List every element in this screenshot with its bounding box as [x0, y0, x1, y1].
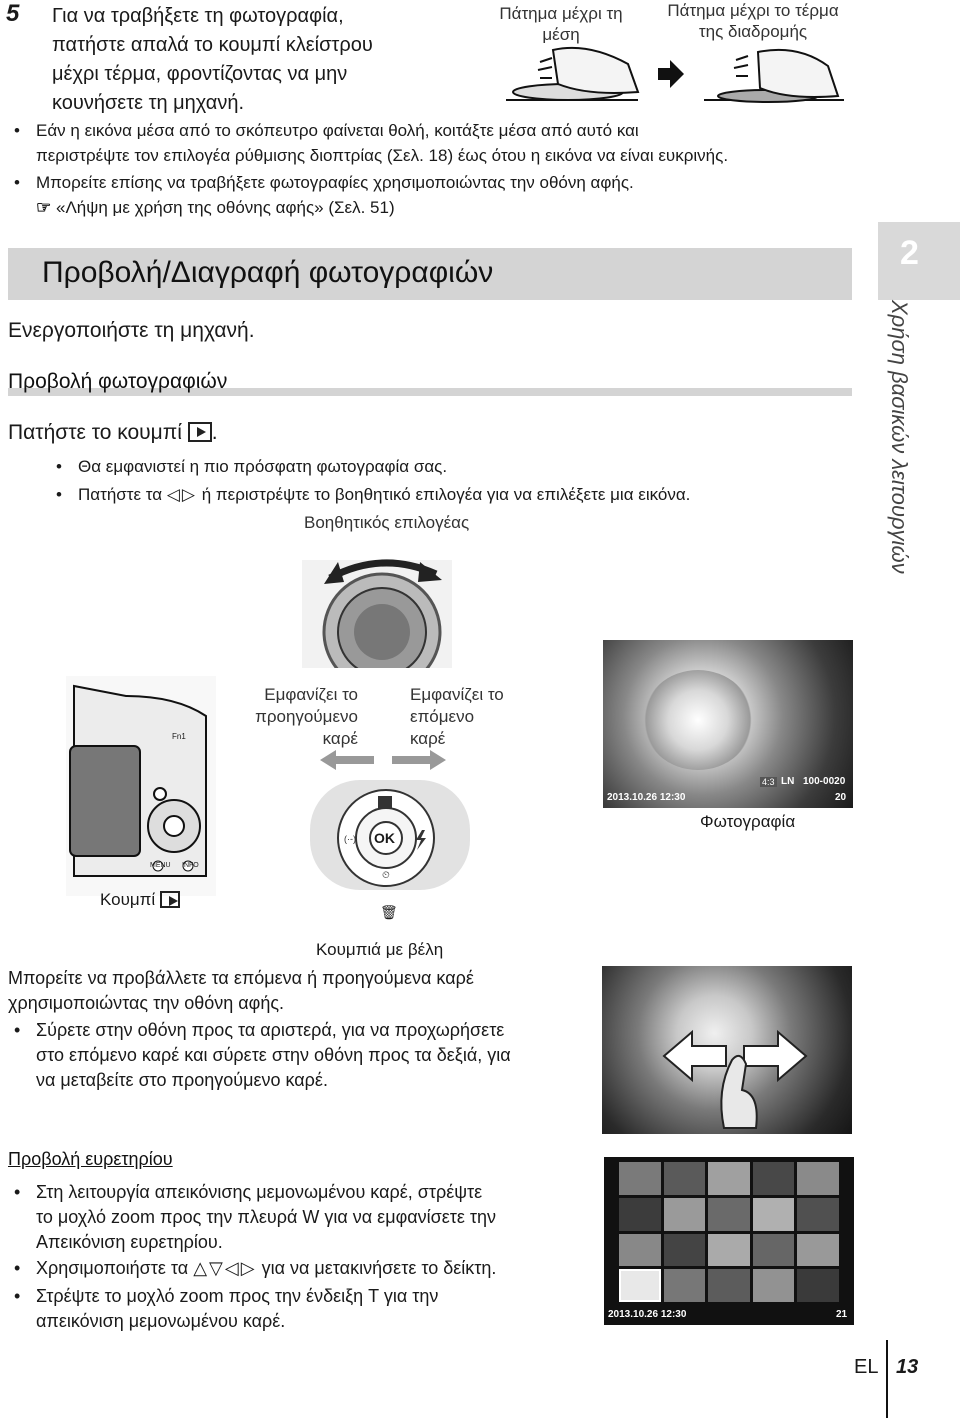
index-bullet-2: • Χρησιμοποιήστε τα △▽◁▷ για να μετακινήσετε το δείκτη. — [14, 1258, 497, 1278]
thumbnail-grid — [619, 1162, 839, 1302]
play-icon — [160, 891, 180, 908]
step-text: Για να τραβήξετε τη φωτογραφία, πατήστε απαλά το κουμπί κλείστρου μέχρι τέρμα, φροντίζοντας να μην κουνήσετε τη μηχανή. — [52, 5, 373, 114]
next-frame-label: Εμφανίζει το επόμενο καρέ — [410, 685, 504, 748]
prev-next-arrows — [318, 748, 448, 772]
reference-icon: ☞ — [36, 198, 52, 217]
svg-text:(·-): (·-) — [344, 834, 356, 844]
footer-lang: EL — [854, 1356, 879, 1378]
svg-text:⏲: ⏲ — [382, 870, 390, 881]
step-number: 5 — [6, 0, 20, 27]
chapter-title: Χρήση βασικών λειτουργιών — [887, 300, 912, 574]
flower-shape — [643, 670, 753, 770]
sub-dial-illustration — [302, 540, 452, 668]
play-button-label: Κουμπί — [100, 890, 180, 910]
section-title: Προβολή/Διαγραφή φωτογραφιών — [42, 256, 494, 289]
index-count: 21 — [836, 1309, 848, 1320]
file-number: 100-0020 — [803, 776, 846, 787]
four-way-arrow-icon: △▽◁▷ — [193, 1258, 257, 1278]
trash-icon: 🗑 — [380, 904, 398, 920]
index-bullet-3: • Στρέψτε το μοχλό zoom προς την ένδειξη T για την απεικόνιση μεμονωμένου καρέ. — [14, 1286, 439, 1331]
info-label: INFO — [182, 862, 199, 869]
index-view-screen — [604, 1157, 854, 1325]
swipe-photo — [602, 966, 852, 1134]
dial-label: Βοηθητικός επιλογέας — [304, 513, 470, 532]
touch-text: Μπορείτε να προβάλλετε τα επόμενα ή προηγούμενα καρέ χρησιμοποιώντας την οθόνη αφής. — [8, 968, 474, 1013]
sample-photo — [603, 640, 853, 808]
aspect-badge: 4:3 — [762, 777, 775, 787]
photo-caption: Φωτογραφία — [700, 812, 796, 831]
press-play-text: Πατήστε το κουμπί . — [8, 421, 218, 444]
play-bullets: • Θα εμφανιστεί η πιο πρόσφατη φωτογραφία σας. • Πατήστε τα ◁▷ ή περιστρέψτε το βοηθητικό επιλογέα για να επιλέξετε μια εικόνα. — [56, 457, 691, 504]
half-press-label: Πάτημα μέχρι τη μέση — [499, 4, 623, 44]
footer-divider — [886, 1340, 888, 1418]
full-press-label: Πάτημα μέχρι το τέρμα της διαδρομής — [667, 1, 839, 41]
fn1-label: Fn1 — [172, 732, 186, 741]
photo-date: 2013.10.26 12:30 — [607, 792, 686, 803]
chapter-tab — [878, 222, 960, 300]
touch-shot-link[interactable]: «Λήψη με χρήση της οθόνης αφής» (Σελ. 51) — [55, 198, 395, 217]
bullet-diopter: • Εάν η εικόνα μέσα από το σκόπευτρο φαίνεται θολή, κοιτάξτε μέσα από αυτό και περιστρέψτε τον επιλογέα ρύθμισης διοπτρίας (Σελ. 18) έως ότου η εικόνα να είναι ευκρινής. — [14, 121, 729, 165]
shutter-press-illustration — [498, 44, 850, 106]
menu-label: MENU — [150, 862, 171, 869]
prev-frame-label: Εμφανίζει το προηγούμενο καρέ — [255, 685, 358, 748]
page-number: 13 — [896, 1356, 919, 1378]
index-bullet-1: • Στη λειτουργία απεικόνισης μεμονωμένου καρέ, στρέψτε το μοχλό zoom προς την πλευρά W για να εμφανίσετε την Απεικόνιση ευρετηρίου. — [14, 1182, 497, 1252]
left-right-arrow-icon: ◁▷ — [166, 485, 197, 504]
ok-button: OK — [374, 830, 395, 846]
touch-bullet: • Σύρετε στην οθόνη προς τα αριστερά, για να προχωρήσετε στο επόμενο καρέ και σύρετε στην οθόνη προς τα δεξιά, για να μεταβείτε στο προηγούμενο καρέ. — [14, 1020, 511, 1090]
index-title: Προβολή ευρετηρίου — [8, 1149, 173, 1169]
swipe-arrows-icon — [660, 1020, 810, 1130]
chapter-number: 2 — [900, 234, 919, 272]
intro-text: Ενεργοποιήστε τη μηχανή. — [8, 319, 255, 342]
index-date: 2013.10.26 12:30 — [608, 1309, 687, 1320]
photo-count: 20 — [835, 792, 847, 803]
arrow-keys-label: Κουμπιά με βέλη — [316, 940, 444, 959]
subtitle: Προβολή φωτογραφιών — [8, 370, 228, 393]
quality-badge: LN — [781, 776, 795, 787]
play-icon — [188, 422, 212, 442]
bullet-touch-shot: • Μπορείτε επίσης να τραβήξετε φωτογραφίες χρησιμοποιώντας την οθόνη αφής. ☞ «Λήψη με χρήση της οθόνης αφής» (Σελ. 51) — [14, 173, 634, 217]
